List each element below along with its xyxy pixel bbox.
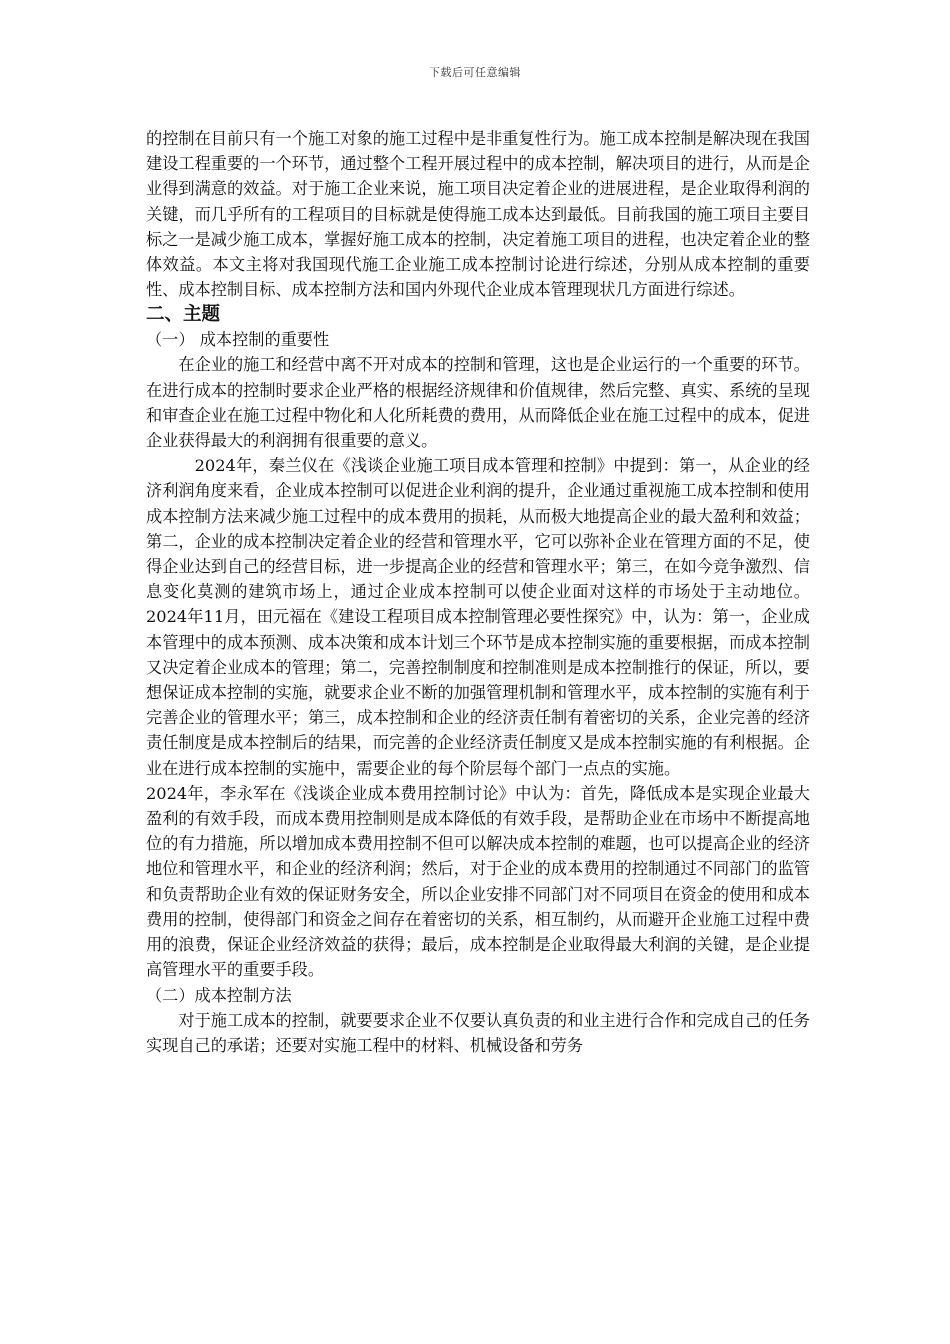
subsection-heading-importance: （一） 成本控制的重要性 xyxy=(146,330,330,350)
subsection-heading-methods: （二）成本控制方法 xyxy=(146,985,292,1005)
paragraph-methods: 对于施工成本的控制，就要要求企业不仅要认真负责的和业主进行合作和完成自己的任务实现自己的承诺；还要对实施工程中的材料、机械设备和劳务 xyxy=(146,1010,810,1055)
section-heading: 二、主题 xyxy=(146,304,221,326)
paragraph-qin-lanyi: 2024年，秦兰仪在《浅谈企业施工项目成本管理和控制》中提到：第一，从企业的经济利润角度来看，企业成本控制可以促进企业利润的提升，企业通过重视施工成本控制和使用成本控制方法来减少施工过程中的成本费用的损耗，从而极大地提高企业的最大盈利和效益；第二，企业的成本控制决定着企业的经营和管理水平，它可以弥补企业在管理方面的不足，使得企业达到自己的经营目标，进一步提高企业的经营和管理水平；第三，在如今竞争激烈、信息变化莫测的建筑市场上，通过企业成本控制可以使企业面对这样的市场处于主动地位。2024年11月，田元福在《建设工程项目成本控制管理必要性探究》中，认为：第一，企业成本管理中的成本预测、成本决策和成本计划三个环节是成本控制实施的重要根据，而成本控制又决定着企业成本的管理；第二，完善控制制度和控制准则是成本控制推行的保证，所以，要想保证成本控制的实施，就要求企业不断的加强管理机制和管理水平，成本控制的实施有利于完善企业的管理水平；第三，成本控制和企业的经济责任制有着密切的关系，企业完善的经济责任制度是成本控制后的结果，而完善的企业经济责任制度又是成本控制实施的有利根据。企业在进行成本控制的实施中，需要企业的每个阶层每个部门一点点的实施。 xyxy=(146,456,810,778)
paragraph-importance: 在企业的施工和经营中离不开对成本的控制和管理，这也是企业运行的一个重要的环节。在进行成本的控制时要求企业严格的根据经济规律和价值规律，然后完整、真实、系统的呈现和审查企业在施工过程中物化和人化所耗费的费用，从而降低企业在施工过程中的成本，促进企业获得最大的利润拥有很重要的意义。 xyxy=(146,355,810,451)
paragraph-intro: 的控制在目前只有一个施工对象的施工过程中是非重复性行为。施工成本控制是解决现在我国建设工程重要的一个环节，通过整个工程开展过程中的成本控制，解决项目的进行，从而是企业得到满意的效益。对于施工企业来说，施工项目决定着企业的进展进程，是企业取得利润的关键，而几乎所有的工程项目的目标就是使得施工成本达到最低。目前我国的施工项目主要目标之一是减少施工成本，掌握好施工成本的控制，决定着施工项目的进程，也决定着企业的整体效益。本文主将对我国现代施工企业施工成本控制讨论进行综述，分别从成本控制的重要性、成本控制目标、成本控制方法和国内外现代企业成本管理现状几方面进行综述。 xyxy=(146,129,810,300)
document-body xyxy=(146,126,810,1058)
header-note: 下载后可任意编辑 xyxy=(429,66,521,79)
paragraph-li-yongjun: 2024年，李永军在《浅谈企业成本费用控制讨论》中认为：首先，降低成本是实现企业最大盈利的有效手段，而成本费用控制则是成本降低的有效手段，是帮助企业在市场中不断提高地位的有力措施，所以增加成本费用控制不但可以解决成本控制的难题，也可以提高企业的经济地位和管理水平，和企业的经济利润；然后，对于企业的成本费用的控制通过不同部门的监管和负责帮助企业有效的保证财务安全，所以企业安排不同部门对不同项目在资金的使用和成本费用的控制，使得部门和资金之间存在着密切的关系，相互制约，从而避开企业施工过程中费用的浪费，保证企业经济效益的获得；最后，成本控制是企业取得最大利润的关键，是企业提高管理水平的重要手段。 xyxy=(146,783,810,980)
